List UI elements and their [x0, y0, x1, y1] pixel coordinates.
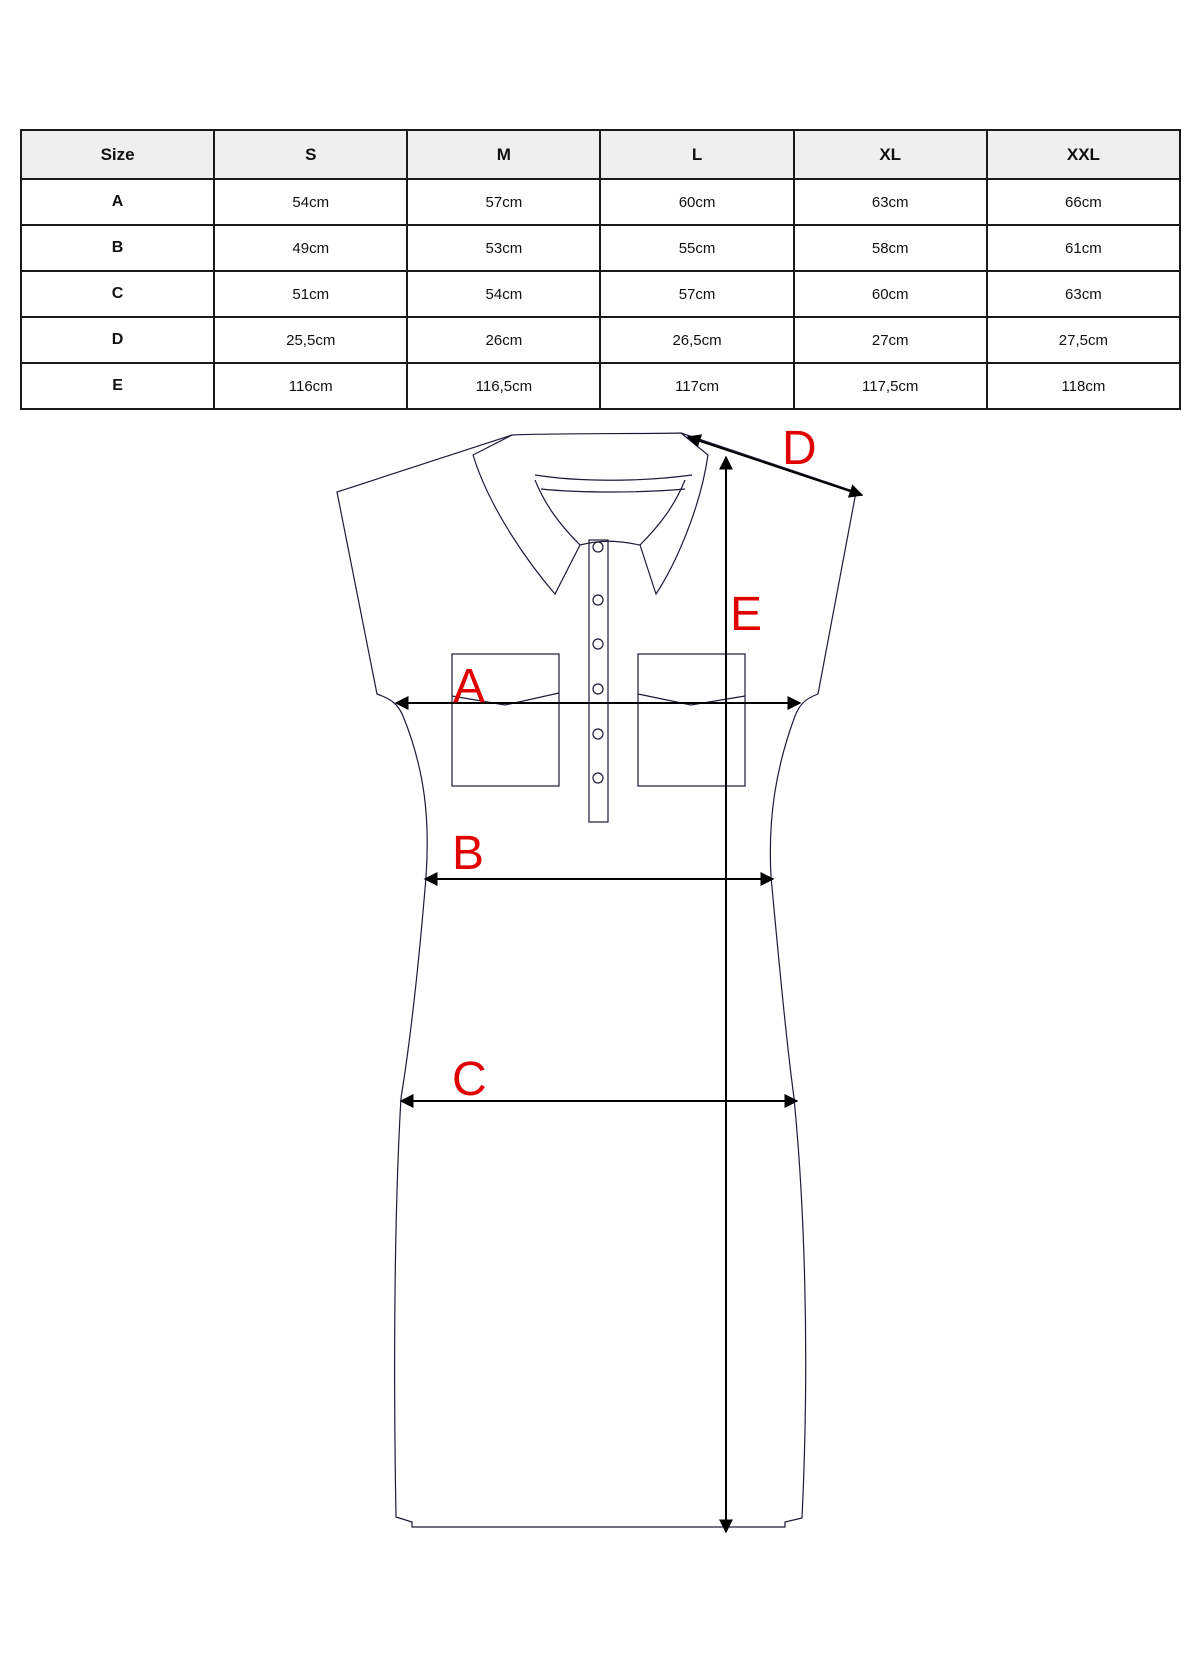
- size-chart-table: [20, 129, 1181, 410]
- table-cell: 51cm: [214, 271, 407, 317]
- table-cell: 60cm: [794, 271, 987, 317]
- row-label: C: [21, 271, 214, 317]
- table-cell: 54cm: [407, 271, 600, 317]
- table-row: [21, 225, 1180, 271]
- button-placket: [589, 540, 608, 822]
- table-cell: 58cm: [794, 225, 987, 271]
- table-cell: 116,5cm: [407, 363, 600, 409]
- dress-measurement-diagram: [0, 400, 1200, 1666]
- table-cell: 118cm: [987, 363, 1180, 409]
- table-cell: 26cm: [407, 317, 600, 363]
- table-cell: 117,5cm: [794, 363, 987, 409]
- row-label: D: [21, 317, 214, 363]
- measure-label-c: C: [452, 1053, 487, 1106]
- row-label: B: [21, 225, 214, 271]
- header-cell: M: [407, 130, 600, 179]
- table-cell: 61cm: [987, 225, 1180, 271]
- collar: [473, 433, 708, 594]
- measure-line-d: [688, 437, 862, 495]
- table-cell: 57cm: [407, 179, 600, 225]
- measure-label-a: A: [453, 660, 486, 713]
- header-cell: Size: [21, 130, 214, 179]
- table-cell: 55cm: [600, 225, 793, 271]
- table-cell: 57cm: [600, 271, 793, 317]
- table-cell: 25,5cm: [214, 317, 407, 363]
- right-pocket: [638, 654, 745, 786]
- table-cell: 66cm: [987, 179, 1180, 225]
- table-cell: 26,5cm: [600, 317, 793, 363]
- header-cell: XXL: [987, 130, 1180, 179]
- size-chart-header-row: [21, 130, 1180, 179]
- table-cell: 63cm: [987, 271, 1180, 317]
- measure-label-b: B: [452, 827, 485, 880]
- table-cell: 60cm: [600, 179, 793, 225]
- table-cell: 117cm: [600, 363, 793, 409]
- table-cell: 49cm: [214, 225, 407, 271]
- row-label: A: [21, 179, 214, 225]
- measure-label-e: E: [730, 588, 763, 641]
- header-cell: L: [600, 130, 793, 179]
- measure-label-d: D: [782, 422, 817, 475]
- header-cell: S: [214, 130, 407, 179]
- buttons: [593, 542, 603, 783]
- table-cell: 53cm: [407, 225, 600, 271]
- table-cell: 63cm: [794, 179, 987, 225]
- table-cell: 27,5cm: [987, 317, 1180, 363]
- collar-stitch: [535, 475, 692, 492]
- table-row: [21, 317, 1180, 363]
- table-cell: 27cm: [794, 317, 987, 363]
- table-cell: 116cm: [214, 363, 407, 409]
- neckline: [535, 480, 685, 545]
- table-row: [21, 271, 1180, 317]
- dress-outline: [337, 433, 856, 1527]
- table-cell: 54cm: [214, 179, 407, 225]
- row-label: E: [21, 363, 214, 409]
- table-row: [21, 179, 1180, 225]
- header-cell: XL: [794, 130, 987, 179]
